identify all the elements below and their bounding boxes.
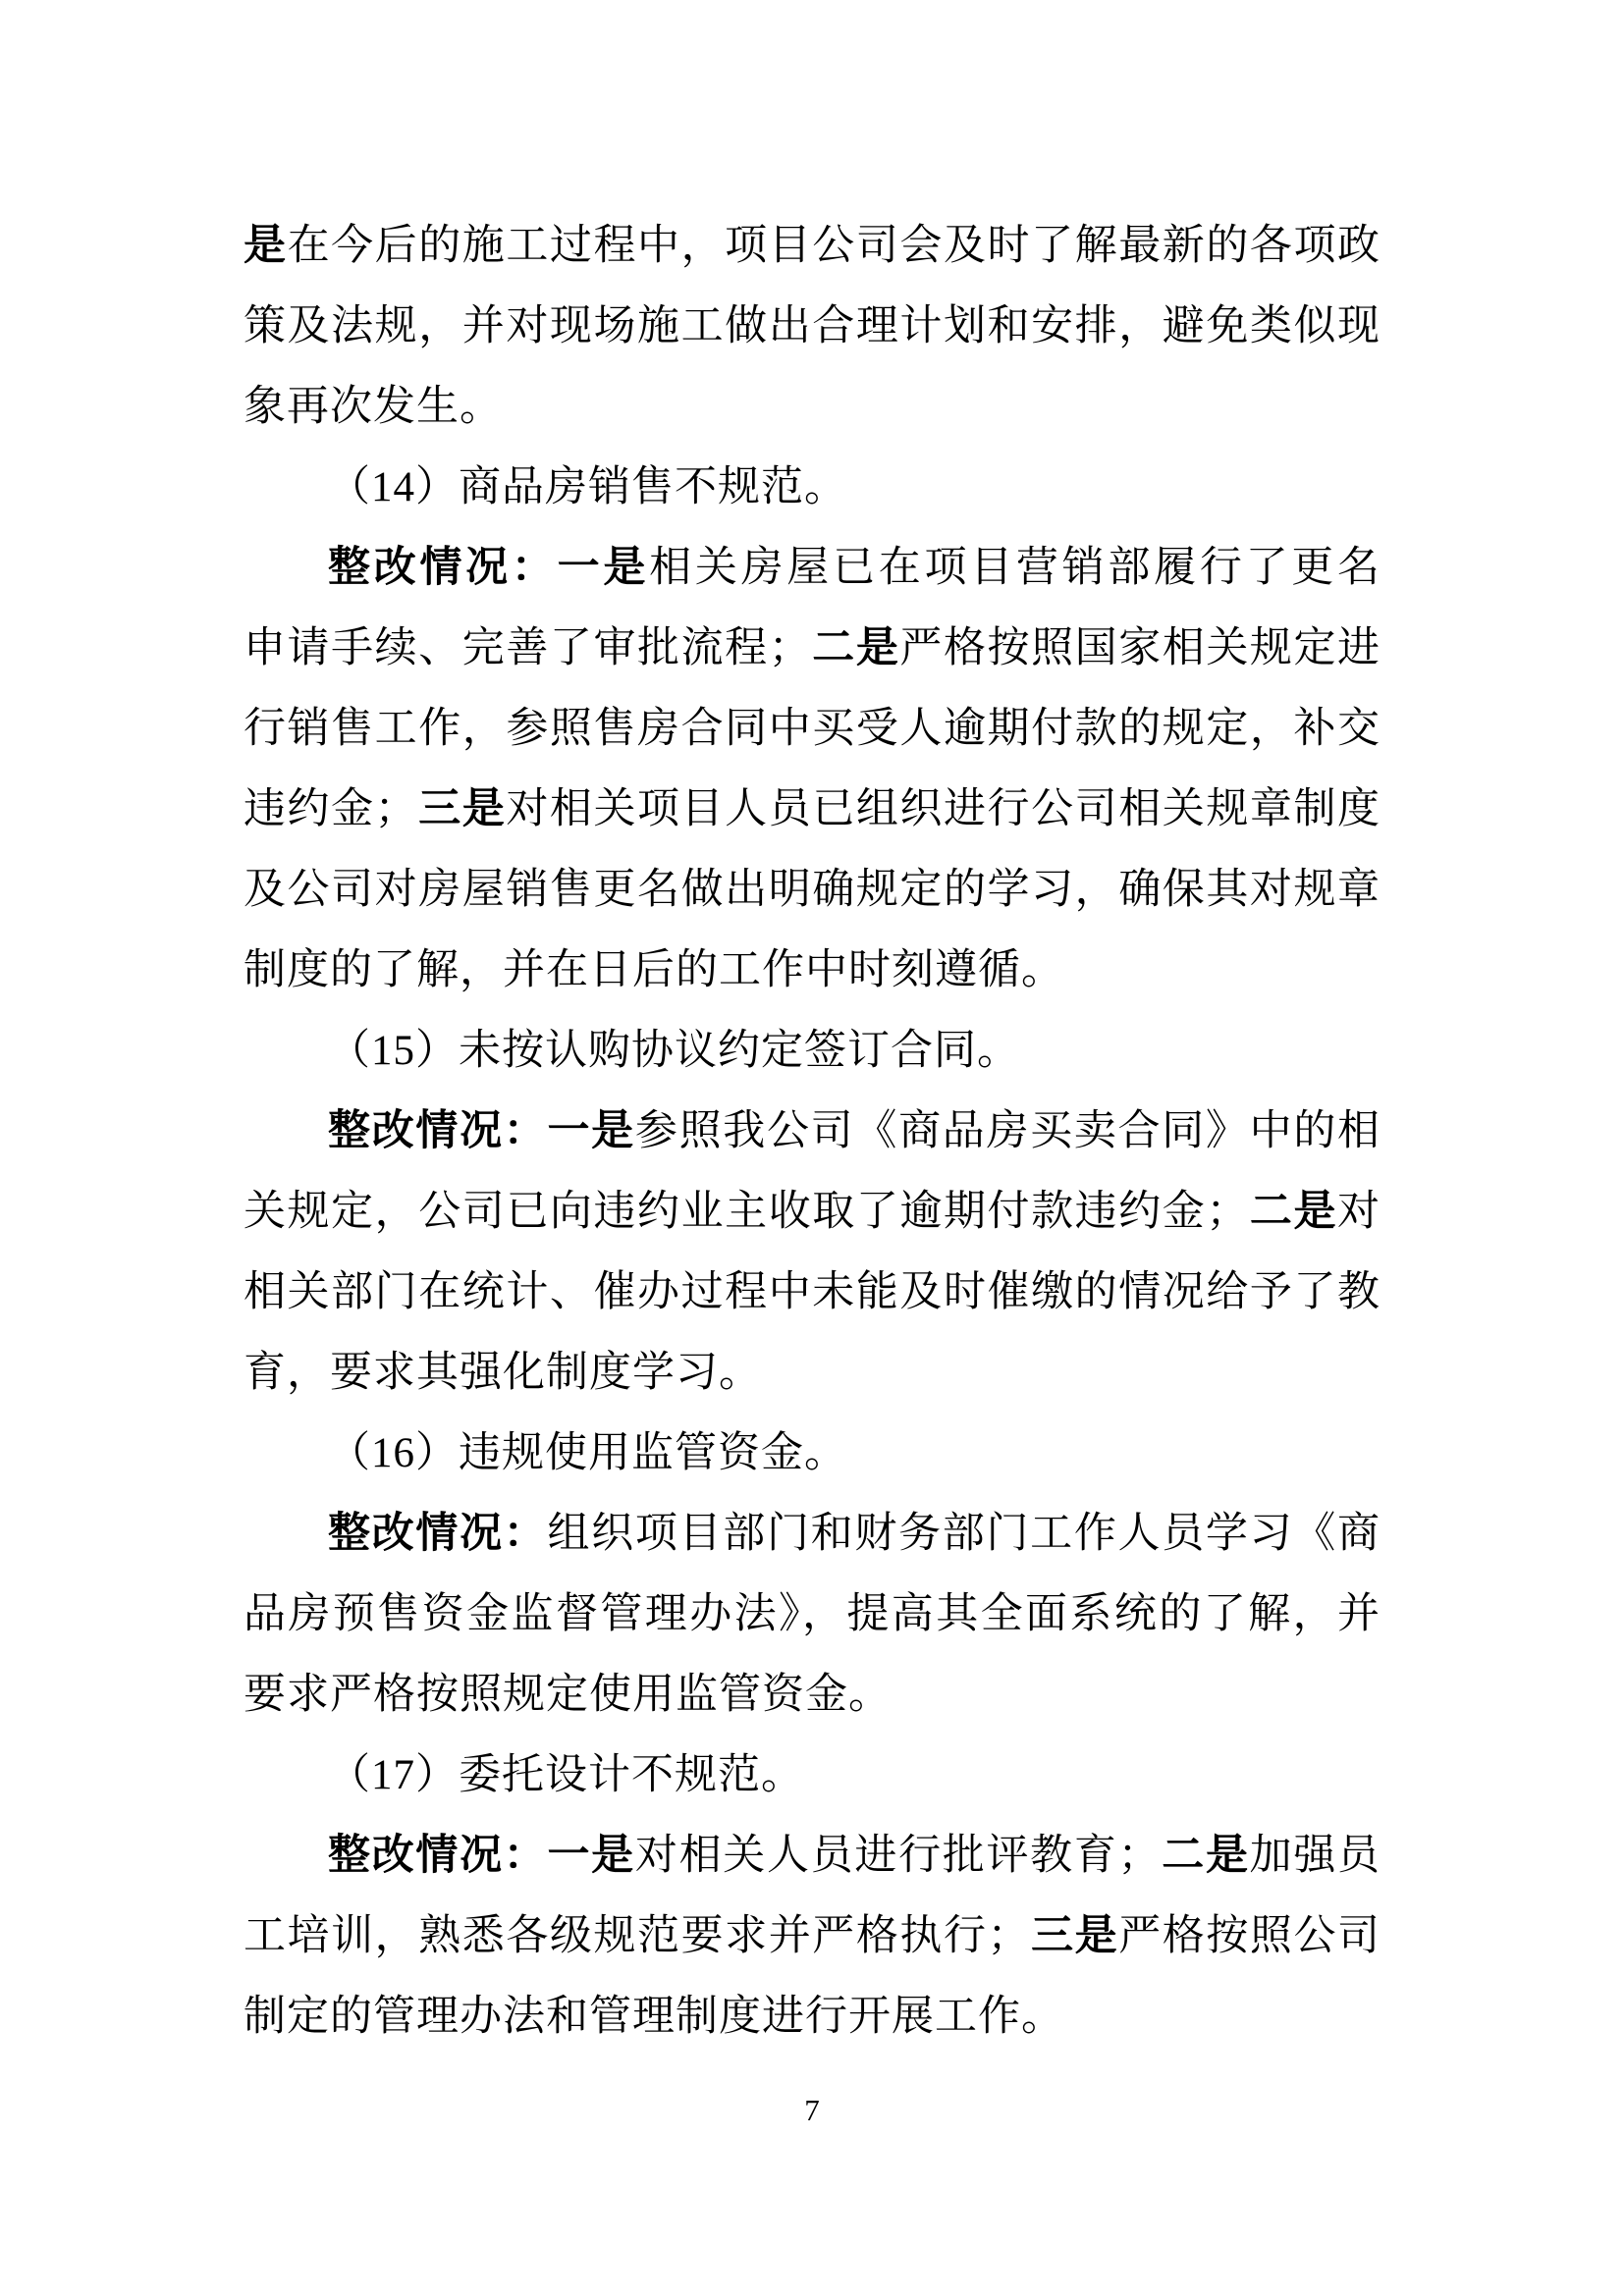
text-line [244, 1816, 1380, 1896]
emphasis-text-run: 整改情况： [328, 1511, 548, 1557]
text-line [244, 1092, 1380, 1172]
text-line [244, 1253, 1380, 1333]
text-line [244, 1735, 1380, 1816]
emphasis-text-run: 二是 [1161, 1833, 1250, 1879]
text-run: （16）违规使用监管资金。 [328, 1430, 847, 1476]
text-line [244, 206, 1380, 287]
emphasis-text-run: 二是 [811, 625, 900, 671]
text-run: 相关部门在统计、催办过程中未能及时催缴的情况给予了教 [244, 1269, 1380, 1315]
emphasis-text-run: 一是 [557, 545, 650, 591]
text-line [244, 1896, 1380, 1977]
text-run: 品房预售资金监督管理办法》，提高其全面系统的了解，并 [244, 1591, 1380, 1637]
text-line [244, 287, 1380, 367]
text-run: 违约金； [244, 786, 418, 832]
text-run: 组织项目部门和财务部门工作人员学习《商 [547, 1511, 1380, 1557]
text-run: 严格按照国家相关规定进 [899, 625, 1380, 671]
text-run: 对相关人员进行批评教育； [634, 1833, 1162, 1879]
text-run: （15）未按认购协议约定签订合同。 [328, 1028, 1020, 1074]
emphasis-text-run: 一是 [547, 1108, 635, 1154]
text-run: 策及法规，并对现场施工做出合理计划和安排，避免类似现 [244, 303, 1380, 349]
text-line [244, 528, 1380, 609]
text-run: 要求严格按照规定使用监管资金。 [244, 1672, 892, 1718]
text-line [244, 1494, 1380, 1575]
text-line [244, 609, 1380, 689]
text-line [244, 689, 1380, 770]
text-line [244, 1172, 1380, 1253]
text-line [244, 1414, 1380, 1494]
text-run: 制度的了解，并在日后的工作中时刻遵循。 [244, 947, 1064, 993]
text-run: 及公司对房屋销售更名做出明确规定的学习，确保其对规章 [244, 867, 1380, 913]
emphasis-text-run: 二是 [1249, 1189, 1338, 1235]
emphasis-text-run: 三是 [1030, 1913, 1119, 1959]
text-run: 相关房屋已在项目营销部履行了更名 [649, 545, 1380, 591]
emphasis-text-run: 一是 [547, 1833, 635, 1879]
text-line [244, 1575, 1380, 1655]
text-run: 加强员 [1249, 1833, 1380, 1879]
text-line [244, 1977, 1380, 2057]
text-run: 关规定，公司已向违约业主收取了逾期付款违约金； [244, 1189, 1250, 1235]
text-run: 制定的管理办法和管理制度进行开展工作。 [244, 1994, 1064, 2040]
text-line [244, 367, 1380, 448]
page-number: 7 [804, 2093, 820, 2127]
text-run: 参照我公司《商品房买卖合同》中的相 [634, 1108, 1380, 1154]
text-line [244, 770, 1380, 850]
text-run: （17）委托设计不规范。 [328, 1752, 804, 1798]
text-run: 申请手续、完善了审批流程； [244, 625, 812, 671]
text-run: 象再次发生。 [244, 384, 503, 430]
text-line [244, 1655, 1380, 1735]
emphasis-text-run: 整改情况： [328, 1833, 548, 1879]
text-run: 对相关项目人员已组织进行公司相关规章制度 [506, 786, 1380, 832]
document-body [244, 206, 1380, 2057]
text-line [244, 448, 1380, 528]
emphasis-text-run: 三是 [417, 786, 507, 832]
text-line [244, 1333, 1380, 1414]
emphasis-text-run: 整改情况： [328, 1108, 548, 1154]
text-run: （14）商品房销售不规范。 [328, 464, 847, 510]
text-line [244, 1011, 1380, 1092]
text-run: 对 [1337, 1189, 1380, 1235]
text-run: 在今后的施工过程中，项目公司会及时了解最新的各项政 [287, 223, 1380, 269]
text-run: 工培训，熟悉各级规范要求并严格执行； [244, 1913, 1031, 1959]
text-run: 严格按照公司 [1118, 1913, 1380, 1959]
text-run: 行销售工作，参照售房合同中买受人逾期付款的规定，补交 [244, 706, 1380, 752]
emphasis-text-run: 整改情况： [328, 545, 558, 591]
text-run: 育，要求其强化制度学习。 [244, 1350, 762, 1396]
text-line [244, 931, 1380, 1011]
text-line [244, 850, 1380, 931]
emphasis-text-run: 是 [244, 223, 288, 269]
